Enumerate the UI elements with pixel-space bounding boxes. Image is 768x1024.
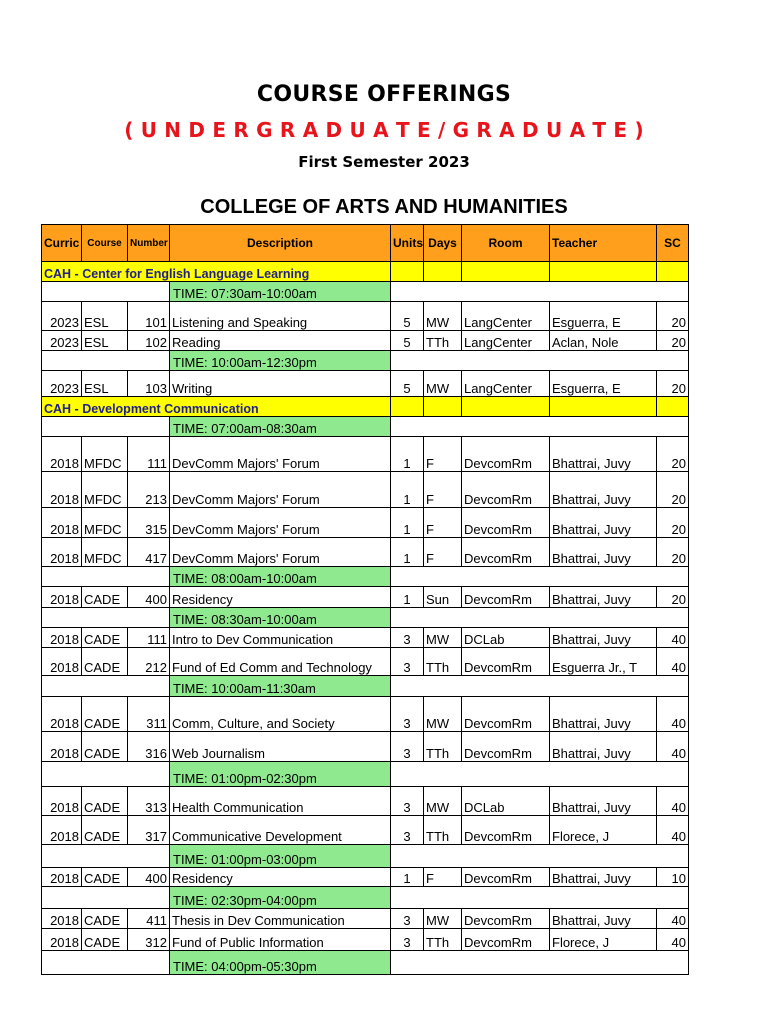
cell-course: CADE — [82, 816, 128, 845]
time-slot-label: TIME: 08:30am-10:00am — [170, 608, 391, 628]
cell-days: F — [424, 508, 462, 538]
cell-teacher: Bhattrai, Juvy — [550, 868, 657, 887]
cell-number: 311 — [128, 697, 170, 732]
col-header-curric: Curric — [42, 225, 82, 262]
time-slot-row — [42, 887, 689, 909]
cell-room: DevcomRm — [462, 508, 550, 538]
cell-curric: 2018 — [42, 732, 82, 762]
empty-cell — [391, 282, 689, 302]
cell-description: Fund of Ed Comm and Technology — [170, 648, 391, 676]
cell-description: Reading — [170, 331, 391, 351]
empty-cell — [391, 951, 689, 975]
cell-course: CADE — [82, 648, 128, 676]
cell-description: Fund of Public Information — [170, 929, 391, 951]
empty-cell — [391, 417, 689, 437]
cell-curric: 2018 — [42, 816, 82, 845]
empty-cell — [42, 762, 170, 787]
cell-teacher: Bhattrai, Juvy — [550, 508, 657, 538]
cell-number: 317 — [128, 816, 170, 845]
cell-days: MW — [424, 787, 462, 816]
cell-teacher: Bhattrai, Juvy — [550, 628, 657, 648]
cell-days: TTh — [424, 331, 462, 351]
table-row — [42, 331, 689, 351]
cell-teacher: Aclan, Nole — [550, 331, 657, 351]
time-slot-row — [42, 567, 689, 587]
empty-cell — [391, 397, 424, 417]
col-header-days: Days — [424, 225, 462, 262]
cell-curric: 2018 — [42, 472, 82, 508]
col-header-course: Course — [82, 225, 128, 262]
time-slot-row — [42, 762, 689, 787]
section-row — [42, 262, 689, 282]
cell-units: 1 — [391, 587, 424, 608]
cell-number: 101 — [128, 302, 170, 331]
cell-number: 400 — [128, 868, 170, 887]
cell-course: CADE — [82, 929, 128, 951]
time-slot-label: TIME: 10:00am-11:30am — [170, 676, 391, 697]
cell-room: LangCenter — [462, 331, 550, 351]
cell-teacher: Bhattrai, Juvy — [550, 587, 657, 608]
cell-number: 103 — [128, 371, 170, 397]
cell-teacher: Bhattrai, Juvy — [550, 472, 657, 508]
cell-course: ESL — [82, 302, 128, 331]
table-row — [42, 787, 689, 816]
cell-days: F — [424, 472, 462, 508]
cell-units: 1 — [391, 868, 424, 887]
empty-cell — [462, 262, 550, 282]
empty-cell — [391, 762, 689, 787]
cell-sc: 20 — [657, 302, 689, 331]
cell-sc: 40 — [657, 909, 689, 929]
empty-cell — [657, 397, 689, 417]
cell-number: 312 — [128, 929, 170, 951]
cell-course: CADE — [82, 909, 128, 929]
cell-room: DevcomRm — [462, 648, 550, 676]
cell-sc: 20 — [657, 371, 689, 397]
empty-cell — [550, 262, 657, 282]
cell-days: MW — [424, 628, 462, 648]
cell-days: F — [424, 437, 462, 472]
empty-cell — [42, 282, 170, 302]
cell-units: 3 — [391, 929, 424, 951]
cell-units: 5 — [391, 302, 424, 331]
cell-days: TTh — [424, 732, 462, 762]
cell-sc: 20 — [657, 331, 689, 351]
cell-number: 316 — [128, 732, 170, 762]
cell-teacher: Esguerra, E — [550, 302, 657, 331]
cell-days: TTh — [424, 816, 462, 845]
cell-curric: 2018 — [42, 909, 82, 929]
table-row — [42, 437, 689, 472]
empty-cell — [42, 417, 170, 437]
table-row — [42, 816, 689, 845]
cell-days: F — [424, 538, 462, 567]
cell-description: Listening and Speaking — [170, 302, 391, 331]
college-heading: COLLEGE OF ARTS AND HUMANITIES — [200, 196, 568, 218]
empty-cell — [42, 845, 170, 868]
cell-description: DevComm Majors' Forum — [170, 538, 391, 567]
time-slot-label: TIME: 02:30pm-04:00pm — [170, 887, 391, 909]
section-label: CAH - Development Communication — [42, 397, 391, 417]
cell-units: 3 — [391, 697, 424, 732]
cell-course: CADE — [82, 697, 128, 732]
cell-number: 102 — [128, 331, 170, 351]
time-slot-label: TIME: 07:30am-10:00am — [170, 282, 391, 302]
cell-units: 5 — [391, 331, 424, 351]
cell-course: CADE — [82, 787, 128, 816]
cell-number: 400 — [128, 587, 170, 608]
empty-cell — [42, 567, 170, 587]
empty-cell — [391, 567, 689, 587]
cell-description: Residency — [170, 587, 391, 608]
cell-description: Writing — [170, 371, 391, 397]
cell-units: 1 — [391, 472, 424, 508]
table-row — [42, 929, 689, 951]
cell-description: Health Communication — [170, 787, 391, 816]
empty-cell — [657, 262, 689, 282]
cell-room: DevcomRm — [462, 437, 550, 472]
empty-cell — [424, 397, 462, 417]
cell-sc: 40 — [657, 628, 689, 648]
col-header-room: Room — [462, 225, 550, 262]
cell-room: DevcomRm — [462, 868, 550, 887]
cell-teacher: Florece, J — [550, 816, 657, 845]
cell-teacher: Bhattrai, Juvy — [550, 538, 657, 567]
semester-label: First Semester 2023 — [298, 153, 470, 171]
cell-teacher: Florece, J — [550, 929, 657, 951]
cell-curric: 2023 — [42, 331, 82, 351]
time-slot-row — [42, 282, 689, 302]
cell-sc: 40 — [657, 816, 689, 845]
cell-curric: 2018 — [42, 628, 82, 648]
table-row — [42, 697, 689, 732]
cell-units: 3 — [391, 787, 424, 816]
time-slot-label: TIME: 10:00am-12:30pm — [170, 351, 391, 371]
empty-cell — [42, 351, 170, 371]
cell-teacher: Bhattrai, Juvy — [550, 909, 657, 929]
cell-curric: 2018 — [42, 587, 82, 608]
cell-number: 411 — [128, 909, 170, 929]
table-row — [42, 628, 689, 648]
cell-units: 3 — [391, 628, 424, 648]
empty-cell — [42, 608, 170, 628]
cell-description: Residency — [170, 868, 391, 887]
cell-room: DevcomRm — [462, 816, 550, 845]
col-header-units: Units — [391, 225, 424, 262]
cell-course: ESL — [82, 331, 128, 351]
cell-curric: 2018 — [42, 929, 82, 951]
program-subtitle: ( U N D E R G R A D U A T E / G R A D U A T E ) — [124, 118, 644, 142]
cell-curric: 2018 — [42, 868, 82, 887]
cell-description: DevComm Majors' Forum — [170, 508, 391, 538]
cell-room: DevcomRm — [462, 909, 550, 929]
table-row — [42, 472, 689, 508]
col-header-teacher: Teacher — [550, 225, 657, 262]
cell-days: MW — [424, 302, 462, 331]
cell-sc: 20 — [657, 508, 689, 538]
cell-course: MFDC — [82, 538, 128, 567]
cell-description: DevComm Majors' Forum — [170, 437, 391, 472]
cell-sc: 40 — [657, 697, 689, 732]
table-row — [42, 732, 689, 762]
section-row — [42, 397, 689, 417]
empty-cell — [550, 397, 657, 417]
cell-sc: 20 — [657, 538, 689, 567]
cell-sc: 40 — [657, 732, 689, 762]
cell-room: DCLab — [462, 628, 550, 648]
cell-teacher: Bhattrai, Juvy — [550, 697, 657, 732]
cell-curric: 2018 — [42, 538, 82, 567]
cell-room: DCLab — [462, 787, 550, 816]
cell-course: CADE — [82, 868, 128, 887]
cell-teacher: Bhattrai, Juvy — [550, 437, 657, 472]
section-label: CAH - Center for English Language Learning — [42, 262, 391, 282]
table-row — [42, 587, 689, 608]
empty-cell — [391, 676, 689, 697]
cell-course: ESL — [82, 371, 128, 397]
cell-units: 5 — [391, 371, 424, 397]
empty-cell — [391, 887, 689, 909]
time-slot-label: TIME: 07:00am-08:30am — [170, 417, 391, 437]
cell-days: MW — [424, 697, 462, 732]
empty-cell — [424, 262, 462, 282]
table-row — [42, 648, 689, 676]
time-slot-row — [42, 417, 689, 437]
cell-course: MFDC — [82, 437, 128, 472]
cell-teacher: Esguerra, E — [550, 371, 657, 397]
cell-number: 213 — [128, 472, 170, 508]
course-offerings-table — [41, 224, 689, 975]
col-header-sc: SC — [657, 225, 689, 262]
cell-units: 1 — [391, 437, 424, 472]
cell-curric: 2023 — [42, 302, 82, 331]
cell-number: 313 — [128, 787, 170, 816]
table-row — [42, 909, 689, 929]
empty-cell — [42, 676, 170, 697]
cell-room: DevcomRm — [462, 732, 550, 762]
cell-curric: 2018 — [42, 508, 82, 538]
cell-room: DevcomRm — [462, 472, 550, 508]
cell-days: F — [424, 868, 462, 887]
table-row — [42, 302, 689, 331]
cell-room: LangCenter — [462, 302, 550, 331]
cell-room: DevcomRm — [462, 587, 550, 608]
cell-curric: 2018 — [42, 437, 82, 472]
cell-units: 1 — [391, 508, 424, 538]
cell-units: 3 — [391, 732, 424, 762]
empty-cell — [391, 845, 689, 868]
cell-description: Intro to Dev Communication — [170, 628, 391, 648]
cell-curric: 2018 — [42, 648, 82, 676]
cell-sc: 40 — [657, 787, 689, 816]
cell-teacher: Bhattrai, Juvy — [550, 787, 657, 816]
col-header-description: Description — [170, 225, 391, 262]
cell-curric: 2018 — [42, 787, 82, 816]
cell-room: DevcomRm — [462, 697, 550, 732]
cell-number: 111 — [128, 437, 170, 472]
cell-course: CADE — [82, 732, 128, 762]
cell-description: Communicative Development — [170, 816, 391, 845]
cell-number: 417 — [128, 538, 170, 567]
page-title: COURSE OFFERINGS — [256, 82, 512, 107]
empty-cell — [462, 397, 550, 417]
cell-course: MFDC — [82, 508, 128, 538]
cell-course: MFDC — [82, 472, 128, 508]
cell-units: 3 — [391, 816, 424, 845]
cell-curric: 2018 — [42, 697, 82, 732]
cell-units: 1 — [391, 538, 424, 567]
cell-sc: 20 — [657, 472, 689, 508]
empty-cell — [391, 262, 424, 282]
cell-description: DevComm Majors' Forum — [170, 472, 391, 508]
empty-cell — [391, 351, 689, 371]
table-row — [42, 538, 689, 567]
table-body — [42, 262, 689, 975]
table-row — [42, 508, 689, 538]
time-slot-label: TIME: 08:00am-10:00am — [170, 567, 391, 587]
time-slot-row — [42, 608, 689, 628]
cell-sc: 20 — [657, 587, 689, 608]
cell-teacher: Bhattrai, Juvy — [550, 732, 657, 762]
col-header-number: Number — [128, 225, 170, 262]
empty-cell — [391, 608, 689, 628]
time-slot-row — [42, 845, 689, 868]
cell-room: LangCenter — [462, 371, 550, 397]
time-slot-row — [42, 676, 689, 697]
cell-days: Sun — [424, 587, 462, 608]
cell-days: MW — [424, 371, 462, 397]
cell-course: CADE — [82, 587, 128, 608]
cell-number: 111 — [128, 628, 170, 648]
time-slot-label: TIME: 01:00pm-02:30pm — [170, 762, 391, 787]
cell-teacher: Esguerra Jr., T — [550, 648, 657, 676]
table-header-row — [42, 225, 689, 262]
cell-course: CADE — [82, 628, 128, 648]
cell-description: Thesis in Dev Communication — [170, 909, 391, 929]
cell-days: MW — [424, 909, 462, 929]
time-slot-row — [42, 351, 689, 371]
cell-number: 315 — [128, 508, 170, 538]
cell-room: DevcomRm — [462, 929, 550, 951]
cell-sc: 40 — [657, 929, 689, 951]
cell-sc: 20 — [657, 437, 689, 472]
table-row — [42, 868, 689, 887]
table-row — [42, 371, 689, 397]
cell-units: 3 — [391, 909, 424, 929]
cell-units: 3 — [391, 648, 424, 676]
cell-days: TTh — [424, 929, 462, 951]
cell-number: 212 — [128, 648, 170, 676]
cell-days: TTh — [424, 648, 462, 676]
cell-description: Comm, Culture, and Society — [170, 697, 391, 732]
cell-sc: 40 — [657, 648, 689, 676]
time-slot-label: TIME: 04:00pm-05:30pm — [170, 951, 391, 975]
empty-cell — [42, 951, 170, 975]
time-slot-label: TIME: 01:00pm-03:00pm — [170, 845, 391, 868]
cell-sc: 10 — [657, 868, 689, 887]
cell-room: DevcomRm — [462, 538, 550, 567]
time-slot-row — [42, 951, 689, 975]
cell-curric: 2023 — [42, 371, 82, 397]
cell-description: Web Journalism — [170, 732, 391, 762]
empty-cell — [42, 887, 170, 909]
